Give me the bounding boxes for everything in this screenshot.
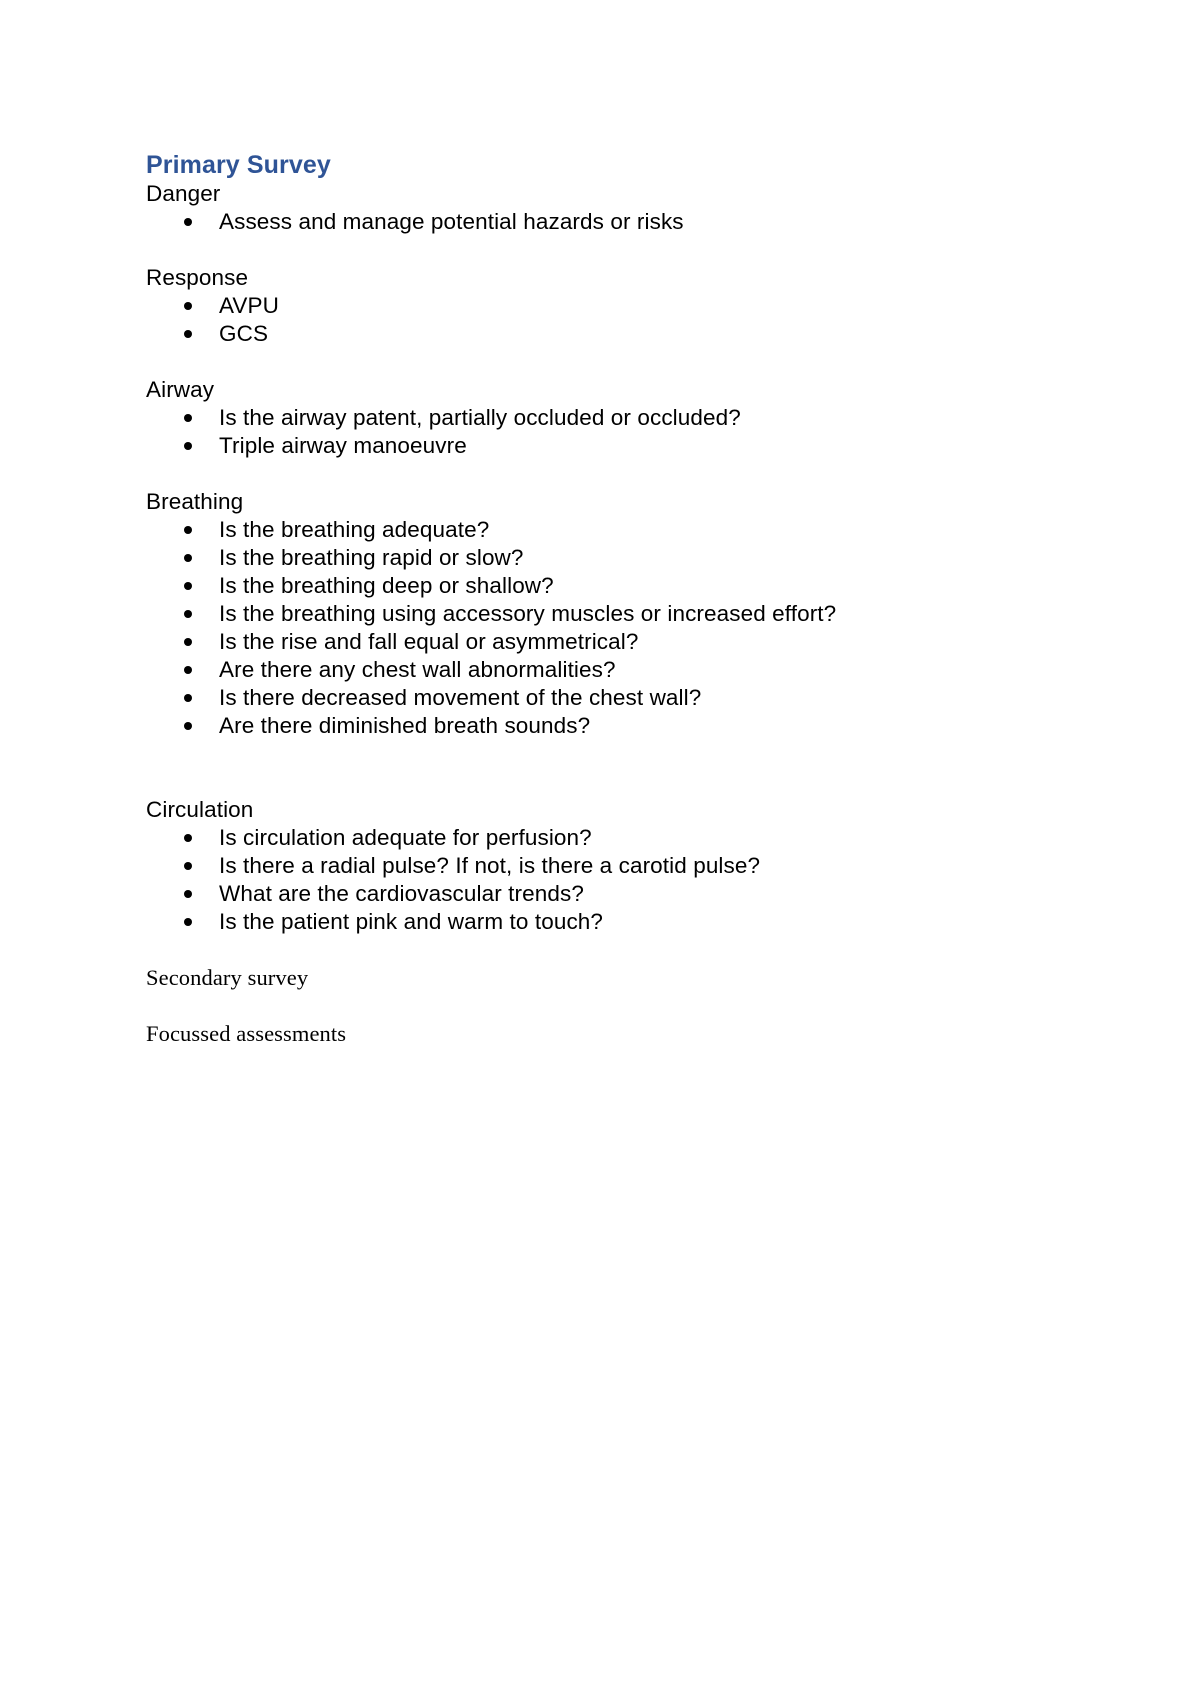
list-item xyxy=(146,404,1046,432)
section-airway xyxy=(146,376,1046,460)
list-item xyxy=(146,908,1046,936)
list-item xyxy=(146,544,1046,572)
bullet-icon xyxy=(184,694,192,702)
section-circulation xyxy=(146,796,1046,936)
section-heading: Circulation xyxy=(146,797,254,822)
list-item-text: Is the breathing rapid or slow? xyxy=(219,545,524,570)
blank-line xyxy=(146,348,1046,376)
secondary-survey-heading: Secondary survey xyxy=(146,965,309,990)
bullet-icon xyxy=(184,218,192,226)
list-item xyxy=(146,684,1046,712)
list-item-text: Is the breathing using accessory muscles or increased effort? xyxy=(219,601,837,626)
bullet-icon xyxy=(184,526,192,534)
list-item xyxy=(146,320,1046,348)
bullet-list xyxy=(146,292,1046,348)
list-item xyxy=(146,432,1046,460)
bullet-icon xyxy=(184,666,192,674)
bullet-list xyxy=(146,824,1046,936)
bullet-icon xyxy=(184,610,192,618)
list-item xyxy=(146,656,1046,684)
bullet-icon xyxy=(184,834,192,842)
section-danger xyxy=(146,180,1046,236)
bullet-icon xyxy=(184,722,192,730)
bullet-icon xyxy=(184,302,192,310)
section-response xyxy=(146,264,1046,348)
list-item-text: Is the breathing adequate? xyxy=(219,517,490,542)
list-item xyxy=(146,600,1046,628)
document-body xyxy=(146,150,1046,1048)
list-item-text: Are there diminished breath sounds? xyxy=(219,713,591,738)
bullet-icon xyxy=(184,638,192,646)
list-item xyxy=(146,572,1046,600)
list-item-text: Triple airway manoeuvre xyxy=(219,433,467,458)
list-item-text: AVPU xyxy=(219,293,280,318)
list-item xyxy=(146,880,1046,908)
blank-line xyxy=(146,740,1046,796)
list-item-text: Is the patient pink and warm to touch? xyxy=(219,909,604,934)
blank-line xyxy=(146,936,1046,964)
list-item-text: GCS xyxy=(219,321,269,346)
bullet-list xyxy=(146,208,1046,236)
list-item xyxy=(146,824,1046,852)
bullet-icon xyxy=(184,890,192,898)
blank-line xyxy=(146,236,1046,264)
list-item-text: Is circulation adequate for perfusion? xyxy=(219,825,592,850)
list-item xyxy=(146,208,1046,236)
bullet-list xyxy=(146,404,1046,460)
bullet-icon xyxy=(184,862,192,870)
blank-line xyxy=(146,460,1046,488)
section-heading: Breathing xyxy=(146,489,244,514)
focussed-assessments-heading: Focussed assessments xyxy=(146,1021,347,1046)
list-item-text: Is the rise and fall equal or asymmetrical? xyxy=(219,629,639,654)
list-item-text: Is there a radial pulse? If not, is there a carotid pulse? xyxy=(219,853,761,878)
document-title: Primary Survey xyxy=(146,151,331,179)
bullet-icon xyxy=(184,330,192,338)
section-heading: Airway xyxy=(146,377,215,402)
bullet-icon xyxy=(184,442,192,450)
list-item-text: Assess and manage potential hazards or risks xyxy=(219,209,684,234)
section-heading: Danger xyxy=(146,181,221,206)
list-item xyxy=(146,628,1046,656)
list-item-text: Is the breathing deep or shallow? xyxy=(219,573,554,598)
list-item xyxy=(146,292,1046,320)
section-heading: Response xyxy=(146,265,249,290)
list-item xyxy=(146,852,1046,880)
bullet-icon xyxy=(184,582,192,590)
list-item-text: Are there any chest wall abnormalities? xyxy=(219,657,616,682)
section-breathing xyxy=(146,488,1046,740)
list-item xyxy=(146,516,1046,544)
blank-line xyxy=(146,992,1046,1020)
bullet-icon xyxy=(184,414,192,422)
bullet-icon xyxy=(184,918,192,926)
list-item xyxy=(146,712,1046,740)
list-item-text: What are the cardiovascular trends? xyxy=(219,881,584,906)
list-item-text: Is the airway patent, partially occluded or occluded? xyxy=(219,405,741,430)
bullet-list xyxy=(146,516,1046,740)
list-item-text: Is there decreased movement of the chest wall? xyxy=(219,685,702,710)
bullet-icon xyxy=(184,554,192,562)
